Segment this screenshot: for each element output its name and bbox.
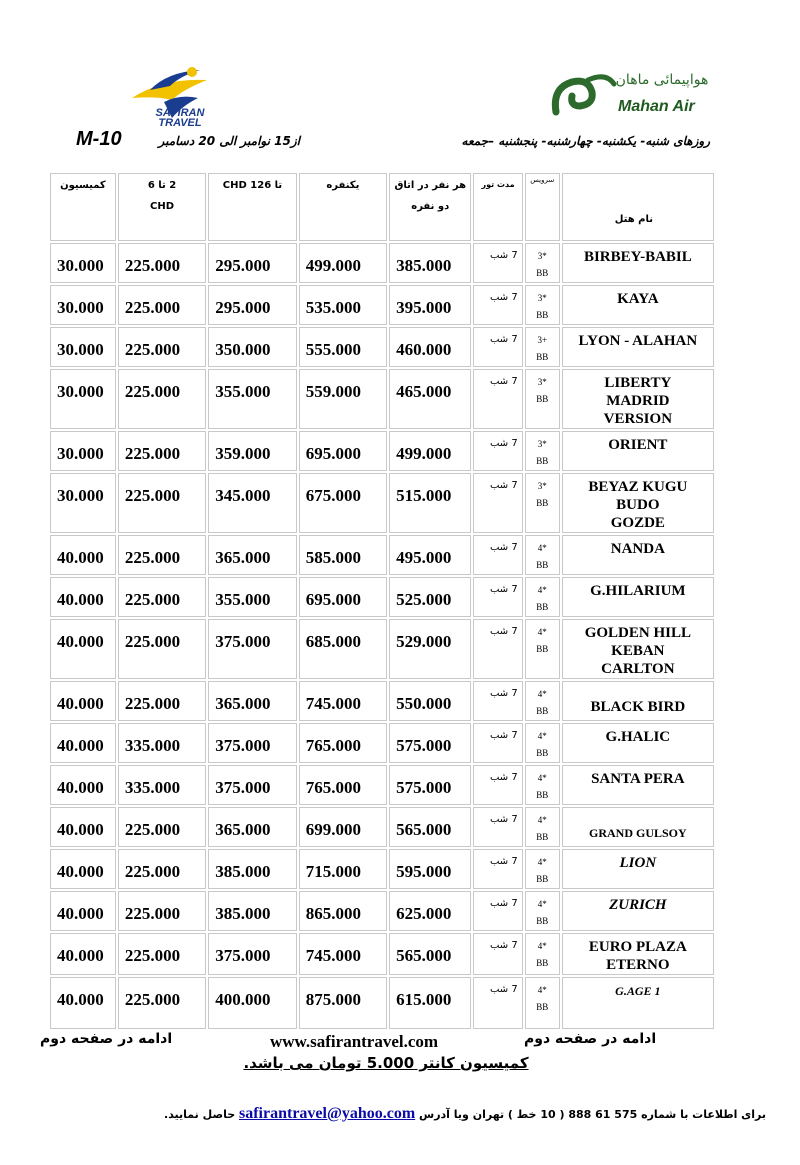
price-table [48, 171, 716, 1031]
cell-single: 555.000 [299, 327, 387, 367]
service-stars: 4* [537, 689, 547, 699]
cell-hotel [562, 473, 714, 533]
cell-service [525, 977, 560, 1029]
cell-duration: 7 شب [473, 765, 522, 805]
cell-duration: 7 شب [473, 619, 522, 679]
cell-double: 529.000 [389, 619, 471, 679]
cell-hotel [562, 891, 714, 931]
cell-single: 559.000 [299, 369, 387, 429]
cell-single: 675.000 [299, 473, 387, 533]
hotel-name: BUDO [616, 497, 660, 513]
hotel-name: KEBAN [611, 643, 665, 659]
service-stars: 3* [537, 293, 547, 303]
table-row [50, 977, 714, 1029]
cell-chd-2-6: 225.000 [118, 891, 206, 931]
service-board: BB [536, 602, 549, 612]
cell-hotel [562, 431, 714, 471]
cell-chd-2-6: 225.000 [118, 535, 206, 575]
cell-commission: 30.000 [50, 473, 116, 533]
cell-double: 465.000 [389, 369, 471, 429]
cell-double: 565.000 [389, 933, 471, 975]
cell-single: 745.000 [299, 933, 387, 975]
cell-chd-2-6: 225.000 [118, 681, 206, 721]
cell-chd-6-12: 350.000 [208, 327, 296, 367]
hotel-name: LIBERTY [604, 375, 672, 391]
table-row [50, 243, 714, 283]
service-board: BB [536, 916, 549, 926]
cell-double: 615.000 [389, 977, 471, 1029]
cell-chd-2-6: 335.000 [118, 765, 206, 805]
cell-duration: 7 شب [473, 431, 522, 471]
table-row [50, 535, 714, 575]
cell-single: 715.000 [299, 849, 387, 889]
cell-commission: 40.000 [50, 849, 116, 889]
table-row [50, 473, 714, 533]
header-row [50, 173, 714, 241]
cell-chd-2-6: 335.000 [118, 723, 206, 763]
service-board: BB [536, 958, 549, 968]
service-stars: 3+ [537, 335, 548, 345]
service-board: BB [536, 874, 549, 884]
cell-chd-6-12: 375.000 [208, 723, 296, 763]
header-hotel: نام هتل [562, 173, 714, 241]
hotel-name: CARLTON [601, 661, 675, 677]
cell-service [525, 681, 560, 721]
hotel-name: BEYAZ KUGU [588, 479, 688, 495]
cell-hotel [562, 243, 714, 283]
cell-hotel [562, 577, 714, 617]
table-row [50, 431, 714, 471]
header-double: هر نفر در اتاق دو نفره [389, 173, 471, 241]
cell-single: 499.000 [299, 243, 387, 283]
cell-commission: 30.000 [50, 369, 116, 429]
service-board: BB [536, 748, 549, 758]
cell-service [525, 369, 560, 429]
service-stars: 4* [537, 731, 547, 741]
service-board: BB [536, 706, 549, 716]
cell-service [525, 619, 560, 679]
cell-commission: 40.000 [50, 933, 116, 975]
hotel-name: VERSION [603, 411, 673, 427]
hotel-name: MADRID [606, 393, 670, 409]
cell-double: 625.000 [389, 891, 471, 931]
hotel-name: G.HILARIUM [590, 583, 686, 599]
cell-chd-2-6: 225.000 [118, 369, 206, 429]
tour-days: روزهای شنبه- یکشنبه- چهارشنبه- پنجشنبه –جمعه [461, 134, 710, 148]
cell-single: 695.000 [299, 431, 387, 471]
cell-service [525, 577, 560, 617]
cell-chd-6-12: 295.000 [208, 285, 296, 325]
service-stars: 3* [537, 377, 547, 387]
table-row [50, 577, 714, 617]
hotel-name: G.HALIC [605, 729, 671, 745]
contact-suffix: حاصل نمایید. [164, 1108, 236, 1121]
service-board: BB [536, 394, 549, 404]
service-stars: 4* [537, 815, 547, 825]
table-row [50, 723, 714, 763]
service-board: BB [536, 560, 549, 570]
cell-commission: 40.000 [50, 807, 116, 847]
hotel-name: NANDA [610, 541, 665, 557]
cell-chd-2-6: 225.000 [118, 933, 206, 975]
cell-duration: 7 شب [473, 327, 522, 367]
cell-double: 515.000 [389, 473, 471, 533]
cell-duration: 7 شب [473, 977, 522, 1029]
cell-chd-6-12: 365.000 [208, 535, 296, 575]
hotel-name: ORIENT [608, 437, 668, 453]
cell-double: 460.000 [389, 327, 471, 367]
cell-chd-6-12: 385.000 [208, 849, 296, 889]
cell-chd-6-12: 385.000 [208, 891, 296, 931]
cell-commission: 40.000 [50, 681, 116, 721]
table-row [50, 765, 714, 805]
cell-hotel [562, 807, 714, 847]
header-single: یکنفره [299, 173, 387, 241]
service-board: BB [536, 268, 549, 278]
service-stars: 3* [537, 481, 547, 491]
cell-double: 495.000 [389, 535, 471, 575]
cell-hotel [562, 765, 714, 805]
cell-chd-6-12: 345.000 [208, 473, 296, 533]
cell-double: 525.000 [389, 577, 471, 617]
cell-chd-2-6: 225.000 [118, 619, 206, 679]
cell-chd-6-12: 375.000 [208, 619, 296, 679]
hotel-name: BIRBEY-BABIL [583, 249, 692, 265]
hotel-name: LYON - ALAHAN [578, 333, 698, 349]
hotel-name: KAYA [617, 291, 659, 307]
cell-duration: 7 شب [473, 473, 522, 533]
continued-note-right: ادامه در صفحه دوم [524, 1031, 657, 1047]
table-row [50, 807, 714, 847]
header-chd-6-12: CHD 12تا 6 [208, 173, 296, 241]
cell-service [525, 723, 560, 763]
contact-prefix: برای اطلاعات با شماره 575 61 888 ( 10 خط ) تهران ویا آدرس [419, 1108, 766, 1121]
table-row [50, 891, 714, 931]
cell-chd-6-12: 355.000 [208, 577, 296, 617]
contact-line [106, 1105, 766, 1123]
cell-commission: 30.000 [50, 243, 116, 283]
cell-duration: 7 شب [473, 369, 522, 429]
service-stars: 4* [537, 627, 547, 637]
service-stars: 4* [537, 941, 547, 951]
cell-chd-6-12: 295.000 [208, 243, 296, 283]
service-board: BB [536, 832, 549, 842]
safiran-name: SAFIRAN TRAVEL [155, 107, 205, 129]
service-board: BB [536, 456, 549, 466]
commission-note: کمیسیون کانتر 5.000 تومان می باشد. [243, 1054, 529, 1072]
cell-commission: 30.000 [50, 285, 116, 325]
cell-service [525, 807, 560, 847]
cell-hotel [562, 933, 714, 975]
service-board: BB [536, 310, 549, 320]
cell-commission: 40.000 [50, 723, 116, 763]
cell-chd-2-6: 225.000 [118, 473, 206, 533]
table-row [50, 933, 714, 975]
cell-hotel [562, 681, 714, 721]
header-chd-2-6: 2 تا 6 CHD [118, 173, 206, 241]
cell-double: 550.000 [389, 681, 471, 721]
header-duration: مدت تور [473, 173, 522, 241]
cell-chd-2-6: 225.000 [118, 431, 206, 471]
hotel-name: G.AGE 1 [615, 984, 661, 998]
cell-service [525, 765, 560, 805]
cell-hotel [562, 723, 714, 763]
email-link[interactable]: safirantravel@yahoo.com [238, 1105, 416, 1122]
service-board: BB [536, 1002, 549, 1012]
cell-chd-2-6: 225.000 [118, 977, 206, 1029]
service-board: BB [536, 644, 549, 654]
hotel-name: EURO PLAZA [588, 939, 687, 955]
cell-single: 865.000 [299, 891, 387, 931]
table-row [50, 285, 714, 325]
service-stars: 4* [537, 985, 547, 995]
cell-duration: 7 شب [473, 807, 522, 847]
cell-single: 699.000 [299, 807, 387, 847]
table-row [50, 369, 714, 429]
service-stars: 4* [537, 543, 547, 553]
service-stars: 3* [537, 439, 547, 449]
cell-service [525, 535, 560, 575]
cell-duration: 7 شب [473, 849, 522, 889]
cell-commission: 40.000 [50, 535, 116, 575]
service-board: BB [536, 352, 549, 362]
cell-single: 875.000 [299, 977, 387, 1029]
service-stars: 4* [537, 899, 547, 909]
hotel-name: ETERNO [606, 957, 670, 973]
cell-single: 765.000 [299, 765, 387, 805]
cell-single: 765.000 [299, 723, 387, 763]
mahan-name-fa: هواپیمائی ماهان [615, 72, 709, 88]
cell-commission: 40.000 [50, 765, 116, 805]
cell-chd-6-12: 365.000 [208, 681, 296, 721]
cell-double: 575.000 [389, 723, 471, 763]
cell-service [525, 327, 560, 367]
cell-commission: 30.000 [50, 327, 116, 367]
cell-service [525, 285, 560, 325]
cell-commission: 40.000 [50, 619, 116, 679]
cell-chd-2-6: 225.000 [118, 327, 206, 367]
mahan-name-en: Mahan Air [618, 98, 695, 115]
cell-hotel [562, 535, 714, 575]
cell-double: 385.000 [389, 243, 471, 283]
hotel-name: GOLDEN HILL [584, 625, 691, 641]
cell-duration: 7 شب [473, 933, 522, 975]
cell-service [525, 243, 560, 283]
cell-chd-2-6: 225.000 [118, 285, 206, 325]
cell-hotel [562, 849, 714, 889]
cell-service [525, 431, 560, 471]
cell-duration: 7 شب [473, 285, 522, 325]
cell-hotel [562, 977, 714, 1029]
cell-service [525, 473, 560, 533]
cell-double: 575.000 [389, 765, 471, 805]
cell-chd-6-12: 375.000 [208, 933, 296, 975]
table-row [50, 327, 714, 367]
service-board: BB [536, 790, 549, 800]
cell-commission: 30.000 [50, 431, 116, 471]
cell-double: 565.000 [389, 807, 471, 847]
cell-commission: 40.000 [50, 977, 116, 1029]
tour-code: M-10 [76, 128, 122, 150]
table-row [50, 619, 714, 679]
cell-chd-2-6: 225.000 [118, 243, 206, 283]
hotel-name: GOZDE [610, 515, 665, 531]
service-stars: 3* [537, 251, 547, 261]
cell-chd-2-6: 225.000 [118, 577, 206, 617]
cell-commission: 40.000 [50, 577, 116, 617]
cell-duration: 7 شب [473, 891, 522, 931]
cell-chd-6-12: 355.000 [208, 369, 296, 429]
service-stars: 4* [537, 857, 547, 867]
table-row [50, 849, 714, 889]
cell-double: 395.000 [389, 285, 471, 325]
tour-dates: از15 نوامبر الی 20 دسامبر [158, 134, 300, 148]
cell-duration: 7 شب [473, 681, 522, 721]
cell-duration: 7 شب [473, 243, 522, 283]
header-commission: کمیسیون [50, 173, 116, 241]
cell-single: 535.000 [299, 285, 387, 325]
cell-single: 695.000 [299, 577, 387, 617]
cell-double: 595.000 [389, 849, 471, 889]
hotel-name: SANTA PERA [591, 771, 685, 787]
cell-single: 685.000 [299, 619, 387, 679]
service-board: BB [536, 498, 549, 508]
cell-hotel [562, 619, 714, 679]
service-stars: 4* [537, 773, 547, 783]
cell-service [525, 933, 560, 975]
cell-service [525, 849, 560, 889]
cell-commission: 40.000 [50, 891, 116, 931]
cell-hotel [562, 369, 714, 429]
cell-single: 745.000 [299, 681, 387, 721]
table-row [50, 681, 714, 721]
hotel-name: LION [619, 855, 657, 871]
cell-double: 499.000 [389, 431, 471, 471]
cell-duration: 7 شب [473, 723, 522, 763]
cell-hotel [562, 327, 714, 367]
cell-duration: 7 شب [473, 577, 522, 617]
cell-chd-6-12: 365.000 [208, 807, 296, 847]
service-stars: 4* [537, 585, 547, 595]
cell-single: 585.000 [299, 535, 387, 575]
hotel-name: GRAND GULSOY [589, 826, 687, 840]
continued-note-left: ادامه در صفحه دوم [40, 1031, 173, 1047]
cell-service [525, 891, 560, 931]
cell-chd-6-12: 400.000 [208, 977, 296, 1029]
cell-chd-6-12: 359.000 [208, 431, 296, 471]
mahan-logo [548, 68, 618, 120]
cell-chd-6-12: 375.000 [208, 765, 296, 805]
cell-chd-2-6: 225.000 [118, 849, 206, 889]
header-service: سرویس [525, 173, 560, 241]
cell-chd-2-6: 225.000 [118, 807, 206, 847]
cell-hotel [562, 285, 714, 325]
hotel-name: BLACK BIRD [590, 699, 686, 715]
hotel-name: ZURICH [609, 897, 667, 913]
website[interactable]: www.safirantravel.com [270, 1032, 439, 1051]
cell-duration: 7 شب [473, 535, 522, 575]
